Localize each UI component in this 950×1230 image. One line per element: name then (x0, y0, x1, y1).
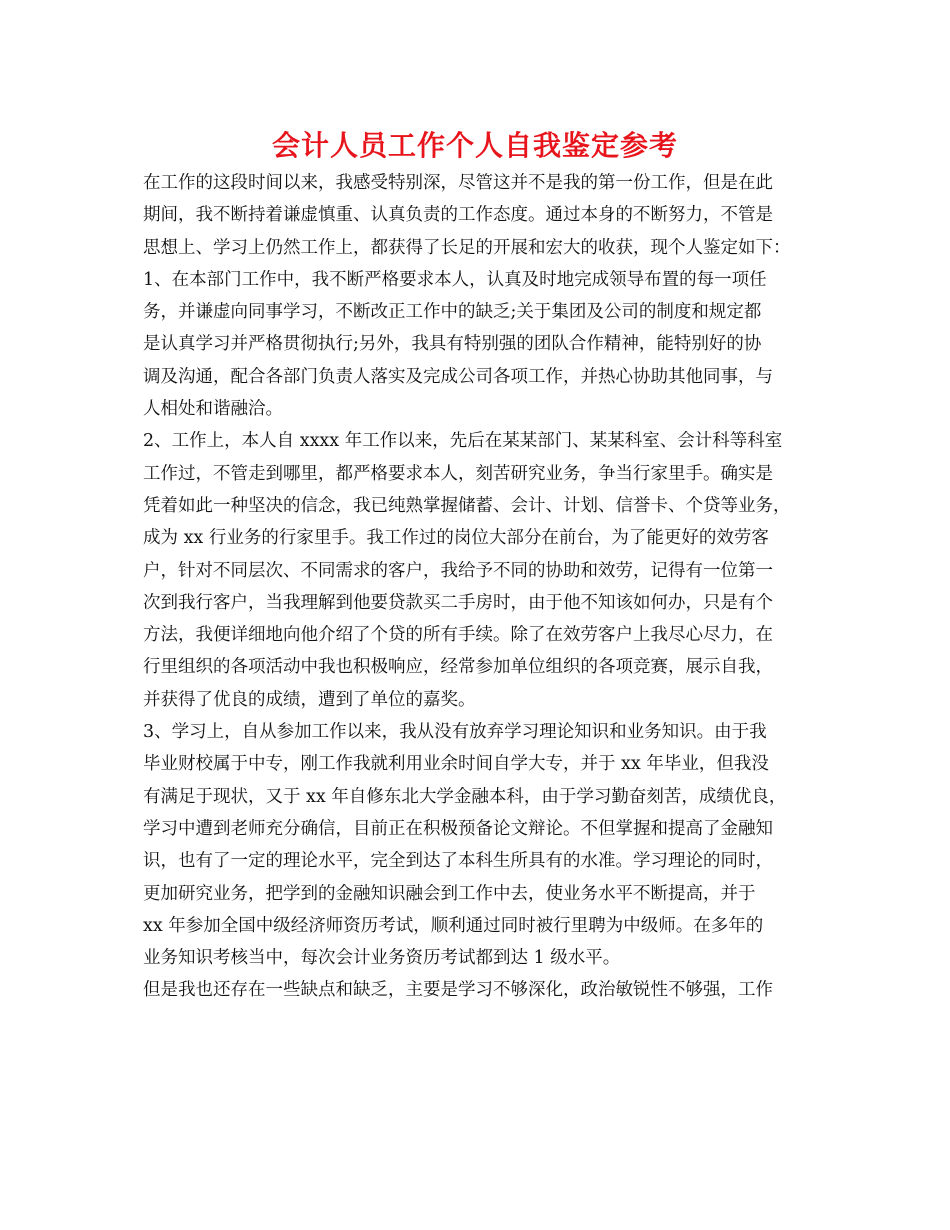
text-line: 凭着如此一种坚决的信念，我已纯熟掌握储蓄、会计、计划、信誉卡、个贷等业务， (143, 495, 791, 516)
text-line: 业务知识考核当中，每次会计业务资历考试都到达 1 级水平。 (143, 948, 621, 969)
text-line: 识，也有了一定的理论水平，完全到达了本科生所具有的水准。学习理论的同时， (143, 851, 773, 872)
text-line: 期间，我不断持着谦虚慎重、认真负责的工作态度。通过本身的不断努力，不管是 (143, 205, 773, 226)
text-line: 并获得了优良的成绩，遭到了单位的嘉奖。 (143, 689, 476, 710)
document-title: 会计人员工作个人自我鉴定参考 (271, 129, 678, 162)
text-line: 调及沟通，配合各部门负责人落实及完成公司各项工作，并热心协助其他同事，与 (143, 366, 773, 387)
text-line: 更加研究业务，把学到的金融知识融会到工作中去，使业务水平不断提高，并于 (143, 883, 756, 904)
text-line: 1、在本部门工作中，我不断严格要求本人，认真及时地完成领导布置的每一项任 (143, 269, 767, 290)
text-line: xx 年参加全国中级经济师资历考试，顺利通过同时被行里聘为中级师。在多年的 (143, 915, 764, 936)
text-line: 在工作的这段时间以来，我感受特别深，尽管这并不是我的第一份工作，但是在此 (143, 173, 773, 193)
text-line: 行里组织的各项活动中我也积极响应，经常参加单位组织的各项竞赛，展示自我， (143, 657, 773, 678)
text-line: 思想上、学习上仍然工作上，都获得了长足的开展和宏大的收获，现个人鉴定如下： (143, 237, 791, 258)
text-line: 3、学习上，自从参加工作以来，我从没有放弃学习理论知识和业务知识。由于我 (143, 722, 767, 743)
text-line: 2、工作上，本人自 xxxx 年工作以来，先后在某某部门、某某科室、会计科等科室 (143, 431, 783, 452)
text-line: 毕业财校属于中专，刚工作我就利用业余时间自学大专，并于 xx 年毕业，但我没 (143, 754, 769, 775)
text-line: 方法，我便详细地向他介绍了个贷的所有手续。除了在效劳客户上我尽心尽力，在 (143, 625, 773, 646)
text-line: 是认真学习并严格贯彻执行;另外，我具有特别强的团队合作精神，能特别好的协 (143, 334, 762, 355)
text-line: 学习中遭到老师充分确信，目前正在积极预备论文辩论。不但掌握和提高了金融知 (143, 818, 773, 839)
text-line: 有满足于现状，又于 xx 年自修东北大学金融本科，由于学习勤奋刻苦，成绩优良， (143, 786, 787, 807)
text-line: 户，针对不同层次、不同需求的客户，我给予不同的协助和效劳，记得有一位第一 (143, 560, 773, 581)
document-body (143, 167, 823, 1007)
text-line: 成为 xx 行业务的行家里手。我工作过的岗位大部分在前台，为了能更好的效劳客 (143, 528, 769, 549)
text-line: 工作过，不管走到哪里，都严格要求本人，刻苦研究业务，争当行家里手。确实是 (143, 463, 773, 484)
text-line: 务，并谦虚向同事学习，不断改正工作中的缺乏;关于集团及公司的制度和规定都 (143, 302, 762, 323)
text-line: 次到我行客户，当我理解到他要贷款买二手房时，由于他不知该如何办，只是有个 (143, 592, 773, 613)
text-line: 但是我也还存在一些缺点和缺乏，主要是学习不够深化，政治敏锐性不够强，工作 (143, 980, 773, 1001)
text-line: 人相处和谐融洽。 (143, 399, 283, 420)
